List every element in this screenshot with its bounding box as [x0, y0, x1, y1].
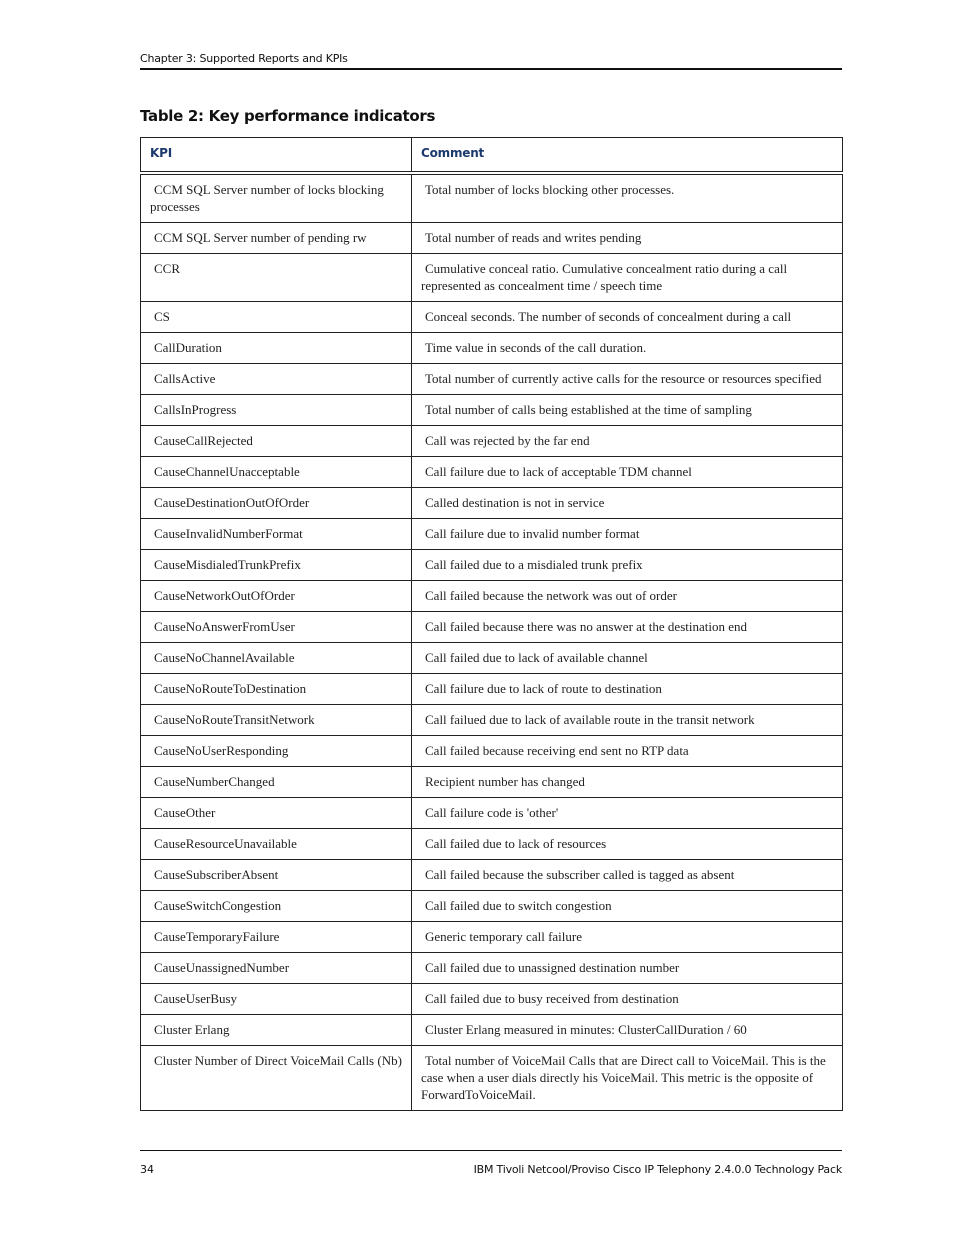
kpi-comment: Call failed due to lack of available channel — [425, 649, 648, 665]
comment-cell — [412, 921, 843, 952]
kpi-name: CauseNoRouteToDestination — [154, 680, 307, 696]
table-row — [141, 222, 843, 253]
table-row — [141, 921, 843, 952]
kpi-name: CallDuration — [154, 339, 222, 355]
kpi-cell — [141, 766, 412, 797]
comment-cell — [412, 1014, 843, 1045]
comment-cell — [412, 797, 843, 828]
comment-cell — [412, 253, 843, 301]
table-row — [141, 549, 843, 580]
table-row — [141, 425, 843, 456]
kpi-comment: Call failed due to unassigned destination number — [425, 959, 680, 975]
table-row — [141, 797, 843, 828]
kpi-name: CauseNoRouteTransitNetwork — [154, 711, 315, 727]
table-row — [141, 952, 843, 983]
page-number: 34 — [140, 1163, 154, 1176]
kpi-name: CallsInProgress — [154, 401, 237, 417]
kpi-name: CauseResourceUnavailable — [154, 835, 297, 851]
table-header-row — [141, 138, 843, 173]
table-row — [141, 301, 843, 332]
kpi-comment: Cumulative conceal ratio. Cumulative concealment ratio during a call represented as concealment time / speech time — [421, 260, 788, 293]
kpi-name: CauseNumberChanged — [154, 773, 275, 789]
kpi-name: CCM SQL Server number of pending rw — [154, 229, 367, 245]
kpi-name: CCM SQL Server number of locks blocking processes — [150, 181, 384, 214]
kpi-cell — [141, 983, 412, 1014]
comment-cell — [412, 642, 843, 673]
kpi-name: CauseTemporaryFailure — [154, 928, 280, 944]
comment-cell — [412, 828, 843, 859]
kpi-cell — [141, 673, 412, 704]
comment-cell — [412, 580, 843, 611]
table-row — [141, 859, 843, 890]
comment-cell — [412, 735, 843, 766]
table-row — [141, 394, 843, 425]
table-row — [141, 983, 843, 1014]
kpi-comment: Call failed due to a misdialed trunk prefix — [425, 556, 643, 572]
comment-cell — [412, 766, 843, 797]
kpi-cell — [141, 704, 412, 735]
kpi-name: CauseOther — [154, 804, 216, 820]
table-row — [141, 735, 843, 766]
kpi-comment: Call failure code is 'other' — [425, 804, 559, 820]
table-row — [141, 828, 843, 859]
table-caption: Table 2: Key performance indicators — [140, 107, 436, 125]
kpi-comment: Call failed because receiving end sent no RTP data — [425, 742, 689, 758]
kpi-name: CauseNoAnswerFromUser — [154, 618, 295, 634]
kpi-cell — [141, 301, 412, 332]
kpi-name: CauseSubscriberAbsent — [154, 866, 279, 882]
kpi-name: Cluster Erlang — [154, 1021, 230, 1037]
document-title: IBM Tivoli Netcool/Proviso Cisco IP Telephony 2.4.0.0 Technology Pack — [473, 1163, 842, 1176]
kpi-comment: Total number of calls being established at the time of sampling — [425, 401, 752, 417]
kpi-comment: Call failued due to lack of available route in the transit network — [425, 711, 755, 727]
table-row — [141, 580, 843, 611]
kpi-cell — [141, 1045, 412, 1110]
kpi-cell — [141, 222, 412, 253]
kpi-comment: Call failed due to busy received from destination — [425, 990, 679, 1006]
kpi-cell — [141, 859, 412, 890]
comment-cell — [412, 673, 843, 704]
kpi-table — [140, 137, 843, 1111]
comment-cell — [412, 1045, 843, 1110]
kpi-comment: Recipient number has changed — [425, 773, 585, 789]
footer-rule — [140, 1150, 842, 1151]
kpi-name: CauseDestinationOutOfOrder — [154, 494, 310, 510]
kpi-name: CS — [154, 308, 170, 324]
kpi-comment: Conceal seconds. The number of seconds of concealment during a call — [425, 308, 792, 324]
table-row — [141, 253, 843, 301]
kpi-cell — [141, 1014, 412, 1045]
kpi-cell — [141, 580, 412, 611]
kpi-name: CauseNetworkOutOfOrder — [154, 587, 295, 603]
kpi-name: CauseNoChannelAvailable — [154, 649, 295, 665]
kpi-name: CauseCallRejected — [154, 432, 253, 448]
kpi-name: CauseMisdialedTrunkPrefix — [154, 556, 301, 572]
kpi-cell — [141, 797, 412, 828]
comment-cell — [412, 332, 843, 363]
kpi-name: CauseUnassignedNumber — [154, 959, 290, 975]
comment-cell — [412, 394, 843, 425]
table-row — [141, 487, 843, 518]
comment-cell — [412, 222, 843, 253]
kpi-comment: Cluster Erlang measured in minutes: ClusterCallDuration / 60 — [425, 1021, 747, 1037]
kpi-cell — [141, 332, 412, 363]
running-header: Chapter 3: Supported Reports and KPIs — [140, 52, 348, 65]
comment-cell — [412, 890, 843, 921]
kpi-name: CauseUserBusy — [154, 990, 238, 1006]
kpi-cell — [141, 921, 412, 952]
kpi-comment: Call failed because there was no answer at the destination end — [425, 618, 747, 634]
kpi-cell — [141, 173, 412, 223]
kpi-name: CauseChannelUnacceptable — [154, 463, 300, 479]
table-row — [141, 456, 843, 487]
table-row — [141, 766, 843, 797]
kpi-comment: Called destination is not in service — [425, 494, 605, 510]
kpi-name: CallsActive — [154, 370, 216, 386]
comment-cell — [412, 456, 843, 487]
comment-cell — [412, 859, 843, 890]
kpi-cell — [141, 363, 412, 394]
table-row — [141, 363, 843, 394]
kpi-cell — [141, 487, 412, 518]
table-row — [141, 642, 843, 673]
comment-cell — [412, 611, 843, 642]
table-row — [141, 611, 843, 642]
table-row — [141, 518, 843, 549]
comment-cell — [412, 983, 843, 1014]
kpi-name: CauseSwitchCongestion — [154, 897, 282, 913]
table-row — [141, 890, 843, 921]
kpi-comment: Call was rejected by the far end — [425, 432, 590, 448]
table-row — [141, 673, 843, 704]
kpi-cell — [141, 828, 412, 859]
kpi-comment: Call failure due to lack of acceptable TDM channel — [425, 463, 692, 479]
column-header-comment: Comment — [412, 138, 843, 173]
column-header-kpi: KPI — [141, 138, 412, 173]
kpi-cell — [141, 518, 412, 549]
kpi-comment: Call failure due to lack of route to destination — [425, 680, 662, 696]
kpi-cell — [141, 456, 412, 487]
kpi-comment: Call failure due to invalid number format — [425, 525, 640, 541]
kpi-cell — [141, 425, 412, 456]
table-body — [141, 173, 843, 1111]
kpi-cell — [141, 253, 412, 301]
kpi-cell — [141, 735, 412, 766]
table-row — [141, 173, 843, 223]
table-row — [141, 1014, 843, 1045]
kpi-comment: Call failed because the subscriber called is tagged as absent — [425, 866, 735, 882]
comment-cell — [412, 952, 843, 983]
table-row — [141, 704, 843, 735]
comment-cell — [412, 487, 843, 518]
kpi-cell — [141, 952, 412, 983]
kpi-comment: Total number of reads and writes pending — [425, 229, 642, 245]
comment-cell — [412, 173, 843, 223]
kpi-cell — [141, 394, 412, 425]
kpi-cell — [141, 890, 412, 921]
comment-cell — [412, 549, 843, 580]
kpi-comment: Call failed due to lack of resources — [425, 835, 607, 851]
kpi-cell — [141, 611, 412, 642]
comment-cell — [412, 704, 843, 735]
kpi-comment: Call failed because the network was out of order — [425, 587, 677, 603]
table-row — [141, 332, 843, 363]
table-row — [141, 1045, 843, 1110]
kpi-name: CauseInvalidNumberFormat — [154, 525, 303, 541]
kpi-name: CauseNoUserResponding — [154, 742, 289, 758]
kpi-comment: Total number of currently active calls for the resource or resources specified — [425, 370, 822, 386]
kpi-cell — [141, 642, 412, 673]
kpi-comment: Generic temporary call failure — [425, 928, 582, 944]
kpi-comment: Total number of VoiceMail Calls that are Direct call to VoiceMail. This is the case when a user dials directly his VoiceMail. This metric is the opposite of ForwardToVoiceMail. — [421, 1052, 826, 1102]
comment-cell — [412, 518, 843, 549]
comment-cell — [412, 363, 843, 394]
kpi-comment: Time value in seconds of the call duration. — [425, 339, 647, 355]
kpi-comment: Call failed due to switch congestion — [425, 897, 612, 913]
header-rule — [140, 68, 842, 70]
kpi-name: Cluster Number of Direct VoiceMail Calls (Nb) — [154, 1052, 402, 1068]
kpi-cell — [141, 549, 412, 580]
comment-cell — [412, 425, 843, 456]
kpi-comment: Total number of locks blocking other processes. — [425, 181, 675, 197]
kpi-name: CCR — [154, 260, 181, 276]
comment-cell — [412, 301, 843, 332]
